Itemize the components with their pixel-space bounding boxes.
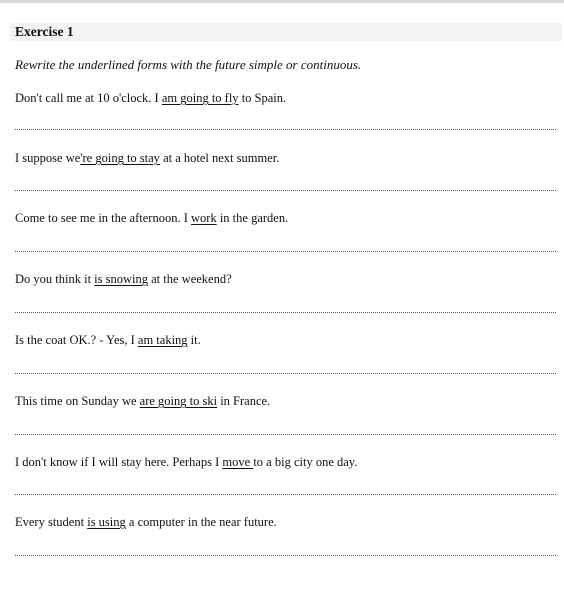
- sentence-text-after: at the weekend?: [148, 272, 232, 286]
- sentence-text-before: Don't call me at 10 o'clock. I: [15, 91, 162, 105]
- sentence-text-after: to Spain.: [238, 91, 287, 105]
- exercise-sentence-5: [15, 332, 201, 348]
- answer-line-4[interactable]: [15, 312, 556, 313]
- exercise-sentence-6: [15, 393, 270, 409]
- sentence-text-before: This time on Sunday we: [15, 394, 140, 408]
- sentence-text-after: in France.: [217, 394, 271, 408]
- sentence-text-before: Every student: [15, 515, 88, 529]
- sentence-text-before: Come to see me in the afternoon. I: [15, 211, 191, 225]
- sentence-text-before: I suppose we: [15, 151, 81, 165]
- underlined-verb-form: 're going to stay: [80, 151, 160, 165]
- sentence-text-after: in the garden.: [216, 211, 289, 225]
- answer-line-7[interactable]: [15, 494, 556, 495]
- exercise-sentence-4: [15, 271, 232, 287]
- exercise-instruction: Rewrite the underlined forms with the future simple or continuous.: [15, 57, 362, 72]
- answer-line-2[interactable]: [15, 190, 556, 191]
- sentence-text-after: at a hotel next summer.: [159, 151, 280, 165]
- underlined-verb-form: move: [222, 455, 254, 469]
- sentence-text-before: I don't know if I will stay here. Perhaps I: [15, 455, 223, 469]
- underlined-verb-form: is snowing: [94, 272, 148, 286]
- answer-line-8[interactable]: [15, 555, 556, 556]
- exercise-sentence-1: [15, 90, 286, 106]
- answer-line-1[interactable]: [15, 129, 556, 130]
- sentence-text-after: it.: [187, 333, 201, 347]
- exercise-sentence-2: [15, 150, 279, 166]
- title-background: [10, 23, 562, 41]
- sentence-text-after: to a big city one day.: [253, 455, 358, 469]
- underlined-verb-form: are going to ski: [139, 394, 218, 408]
- underlined-verb-form: am going to fly: [161, 91, 239, 105]
- exercise-title: Exercise 1: [15, 24, 74, 39]
- answer-line-5[interactable]: [15, 373, 556, 374]
- sentence-text-before: Do you think it: [15, 272, 95, 286]
- page-top-border: [0, 0, 564, 3]
- exercise-sentence-3: [15, 210, 288, 226]
- answer-line-3[interactable]: [15, 251, 556, 252]
- underlined-verb-form: am taking: [137, 333, 188, 347]
- sentence-text-before: Is the coat OK.? - Yes, I: [15, 333, 138, 347]
- underlined-verb-form: work: [191, 211, 217, 225]
- exercise-sentence-7: [15, 454, 357, 470]
- sentence-text-after: a computer in the near future.: [125, 515, 277, 529]
- answer-line-6[interactable]: [15, 434, 556, 435]
- exercise-sentence-8: [15, 514, 277, 530]
- underlined-verb-form: is using: [87, 515, 126, 529]
